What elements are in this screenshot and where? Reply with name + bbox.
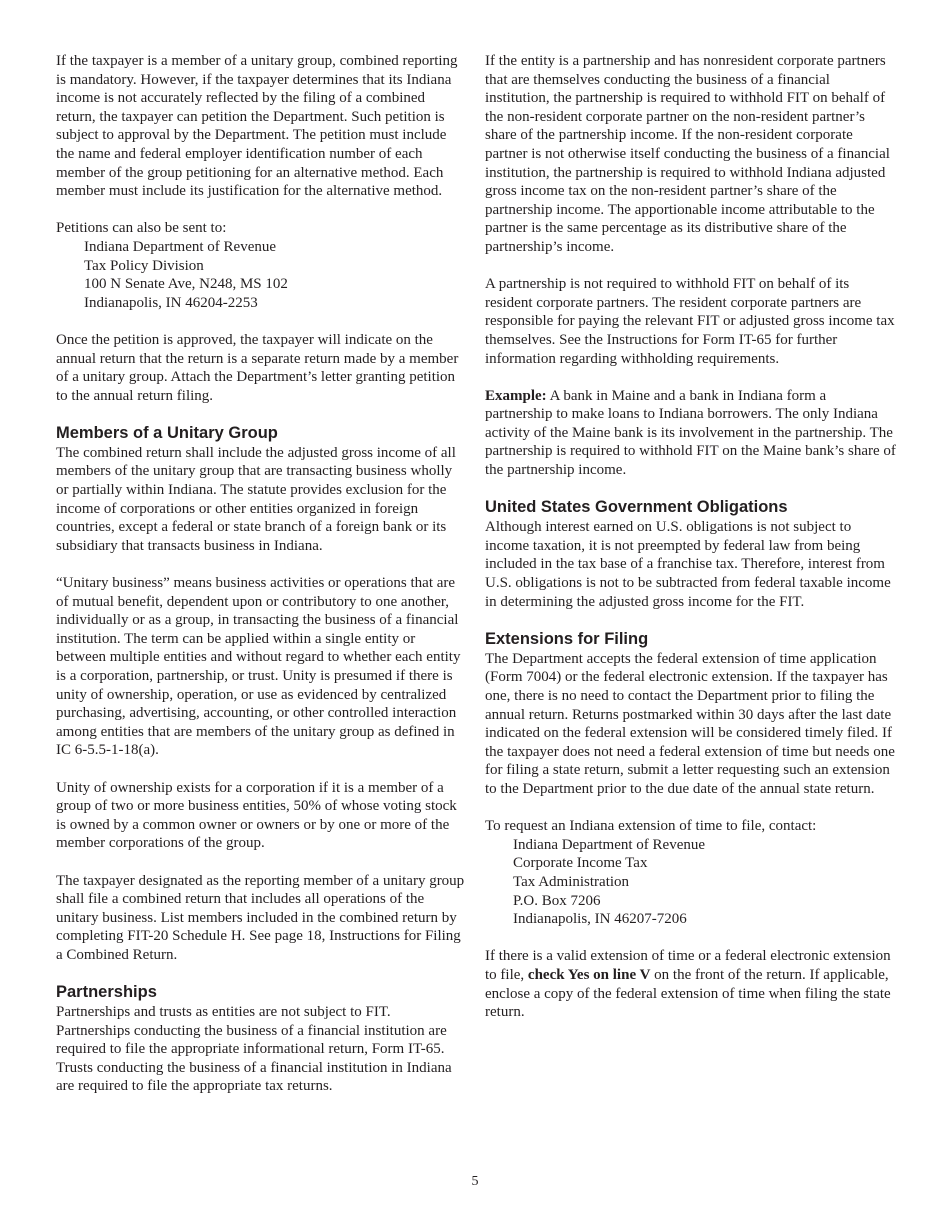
extension-address-lead: To request an Indiana extension of time to file, contact:	[485, 818, 817, 835]
line-v-text-pre: If there is a valid extension of time or a federal electronic extension to file,	[485, 948, 891, 983]
paragraph-reporting-member: The taxpayer designated as the reporting member of a unitary group shall file a combined return that includes all operations of the unitary business. List members included in the combined return by completing FIT-20 Schedule H. See page 18, Instructions for Filing a Combined Return.	[56, 872, 465, 963]
petition-address-block	[56, 219, 468, 312]
heading-extensions-for-filing: Extensions for Filing	[485, 629, 649, 648]
paragraph-example	[485, 387, 897, 480]
paragraph-combined-return: The combined return shall include the adjusted gross income of all members of the unitary group that are transacting business wholly or partially within Indiana. The statute provides exclusion for the income of corporations or other entities organized in foreign countries, except a federal or state branch of a foreign bank or its subsidiary that transacts business in Indiana.	[56, 444, 456, 554]
address-line: Corporate Income Tax	[513, 855, 648, 872]
address-line: P.O. Box 7206	[513, 892, 601, 909]
address-line: Indianapolis, IN 46207-7206	[513, 911, 687, 928]
paragraph-check-line-v	[485, 947, 897, 1021]
page-number: 5	[471, 1174, 479, 1189]
heading-members-unitary-group: Members of a Unitary Group	[56, 423, 278, 442]
address-line: Tax Administration	[513, 873, 630, 890]
heading-us-government-obligations: United States Government Obligations	[485, 498, 788, 517]
left-column	[56, 52, 468, 1115]
right-column	[485, 52, 897, 1040]
heading-partnerships: Partnerships	[56, 983, 157, 1002]
line-v-text-post: on the front of the return. If applicable, enclose a copy of the federal extension of time when filing the state return.	[485, 966, 891, 1021]
paragraph-unitary-business: “Unitary business” means business activities or operations that are of mutual benefit, dependent upon or contributory to one another, individually or as a group, in transacting the business of a financial institution. The term can be applied within a single entity or between multiple entities and without regard to whether each entity is a corporation, partnership, or trust. Unity is presumed if there is unity of ownership, operation, or use as evidenced by centralized purchasing, advertising, accounting, or other controlled interaction among entities that are members of the unitary group as defined in IC 6-5.5-1-18(a).	[56, 575, 461, 759]
address-line: Indiana Department of Revenue	[513, 836, 706, 853]
paragraph-unity-of-ownership: Unity of ownership exists for a corporation if it is a member of a group of two or more business entities, 50% of whose voting stock is owned by a common owner or owners or by one or more of the member corporations of the group.	[56, 779, 457, 852]
line-v-bold: check Yes on line V	[527, 966, 651, 983]
petition-address-lead: Petitions can also be sent to:	[56, 220, 227, 237]
extension-address-block	[485, 817, 897, 929]
paragraph-combined-reporting: If the taxpayer is a member of a unitary group, combined reporting is mandatory. However, if the taxpayer determines that its Indiana income is not accurately reflected by the filing of a combined return, the taxpayer can petition the Department. Such petition is subject to approval by the Department. The petition must include the name and federal employer identification number of each member of the group petitioning for an alternative method. Each member must include its justification for the alternative method.	[56, 53, 458, 200]
paragraph-nonresident-partners: If the entity is a partnership and has nonresident corporate partners that are themselves conducting the business of a financial institution, the partnership is required to withhold FIT on behalf of the non-resident corporate partner on the non-resident partner’s share of the partnership income. If the non-resident corporate partner is not otherwise itself conducting the business of a financial institution, the partnership is required to withhold Indiana adjusted gross income tax on the non-resident partner’s share of the partnership income. The apportionable income attributable to the partner is the same percentage as its distributive share of the partnership’s income.	[485, 53, 890, 255]
paragraph-resident-partners: A partnership is not required to withhold FIT on behalf of its resident corporate partners. The resident corporate partners are responsible for paying the relevant FIT or adjusted gross income tax themselves. See the Instructions for Form IT-65 for further information regarding withholding requirements.	[485, 276, 895, 367]
example-text: A bank in Maine and a bank in Indiana form a partnership to make loans to Indiana borrowers. The only Indiana activity of the Maine bank is its involvement in the partnership. The partnership is required to withhold FIT on the Maine bank’s share of the partnership income.	[485, 387, 896, 479]
paragraph-federal-extension: The Department accepts the federal extension of time application (Form 7004) or the federal electronic extension. If the taxpayer has one, there is no need to contact the Department prior to filing the annual return. Returns postmarked within 30 days after the last date indicated on the federal extension will be considered timely filed. If the taxpayer does not need a federal extension of time but needs one for filing a state return, submit a letter requesting such an extension to the Department prior to the due date of the annual state return.	[485, 650, 895, 797]
paragraph-petition-approved: Once the petition is approved, the taxpayer will indicate on the annual return that the return is a separate return made by a member of a unitary group. Attach the Department’s letter granting petition to the annual return filing.	[56, 331, 459, 404]
address-line: 100 N Senate Ave, N248, MS 102	[84, 276, 288, 293]
paragraph-partnerships: Partnerships and trusts as entities are not subject to FIT. Partnerships conducting the business of a financial institution are required to file the appropriate informational return, Form IT-65. Trusts conducting the business of a financial institution in Indiana are required to file the appropriate tax returns.	[56, 1004, 452, 1095]
address-line: Indiana Department of Revenue	[84, 238, 277, 255]
paragraph-us-obligations: Although interest earned on U.S. obligations is not subject to income taxation, it is not preempted by federal law from being included in the tax base of a franchise tax. Therefore, interest from U.S. obligations is not to be subtracted from federal taxable income in determining the adjusted gross income for the FIT.	[485, 519, 891, 610]
example-label: Example:	[485, 387, 547, 404]
address-line: Indianapolis, IN 46204-2253	[84, 294, 258, 311]
address-line: Tax Policy Division	[84, 257, 204, 274]
